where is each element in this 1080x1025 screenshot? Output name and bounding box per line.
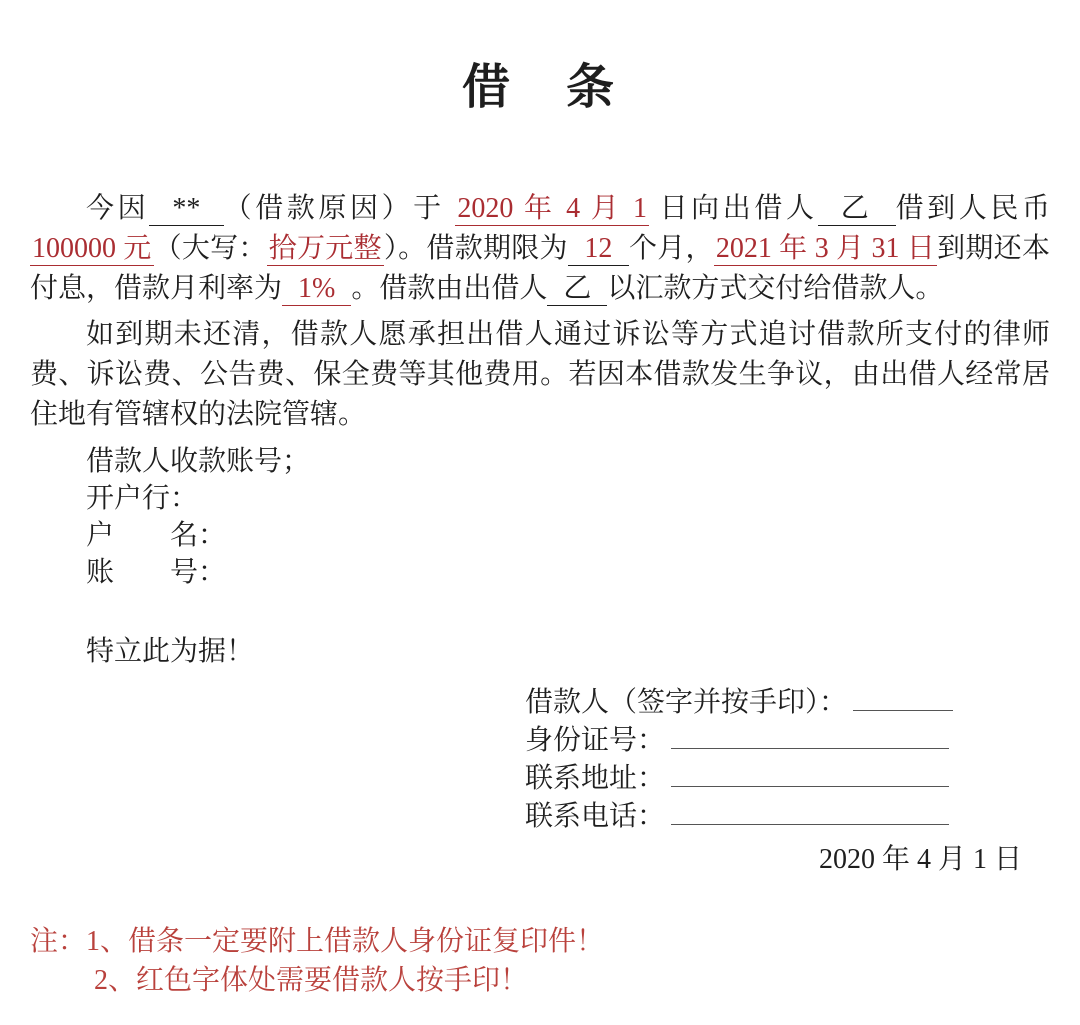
signature-section bbox=[525, 684, 1050, 836]
loan-amount-digits: 100000 元 bbox=[32, 233, 152, 264]
bank-label: 开户行： bbox=[86, 483, 199, 514]
text-run: （大写： bbox=[153, 233, 267, 264]
text-run: （借款原因）于 bbox=[223, 193, 456, 224]
default-clause-paragraph: 如到期未还清，借款人愿承担出借人通过诉讼等方式追讨借款所支付的律师费、诉讼费、公告费、保全费等其他费用。若因本借款发生争议，由出借人经常居住地有管辖权的法院管辖。 bbox=[30, 319, 1050, 430]
loan-terms-paragraph bbox=[30, 189, 1050, 309]
account-info-section bbox=[30, 443, 1050, 591]
footnote-2-text: 2、红色字体处需要借款人按手印！ bbox=[94, 965, 529, 996]
phone-blank bbox=[671, 802, 949, 825]
account-number-label: 账 号： bbox=[86, 557, 227, 588]
text-run: 个月， bbox=[628, 233, 714, 264]
document-title: 借 条 bbox=[461, 61, 618, 114]
loan-amount-words: 拾万元整 bbox=[268, 233, 382, 264]
address-row bbox=[525, 760, 1050, 798]
loan-term-months: 12 bbox=[569, 233, 627, 264]
loan-reason-blank: ** bbox=[151, 193, 222, 224]
footnote-1 bbox=[30, 922, 1050, 961]
footnote-2 bbox=[94, 961, 1050, 1000]
id-number-blank bbox=[671, 726, 949, 749]
text-run: 以汇款方式交付给借款人。 bbox=[607, 273, 944, 304]
footnote-1-text: 1、借条一定要附上借款人身份证复印件！ bbox=[86, 926, 605, 957]
interest-rate: 1% bbox=[284, 273, 350, 304]
lender-name: 乙 bbox=[819, 193, 894, 224]
attestation-line: 特立此为据！ bbox=[86, 636, 255, 667]
signature-blank bbox=[853, 688, 953, 711]
loan-date: 2020 年 4 月 1 bbox=[457, 193, 647, 224]
document-date: 2020 年 4 月 1 日 bbox=[818, 844, 1022, 875]
due-date: 2021 年 3 月 31 日 bbox=[715, 233, 936, 264]
footnotes-section bbox=[30, 922, 1050, 1000]
text-run: 借到人民币 bbox=[895, 193, 1050, 224]
footnote-prefix: 注： bbox=[30, 926, 87, 957]
account-holder-label: 户 名： bbox=[86, 520, 227, 551]
address-blank bbox=[671, 764, 949, 787]
signer-label: 借款人（签字并按手印）： bbox=[525, 687, 848, 718]
signer-row bbox=[525, 684, 1050, 722]
id-number-row bbox=[525, 722, 1050, 760]
text-run: ）。借款期限为 bbox=[383, 233, 568, 264]
address-label: 联系地址： bbox=[525, 763, 666, 794]
text-run: 到期还本付息，借款月利率为 bbox=[30, 233, 1050, 304]
id-number-label: 身份证号： bbox=[525, 725, 666, 756]
phone-row bbox=[525, 798, 1050, 836]
lender-name-2: 乙 bbox=[549, 273, 606, 304]
text-run: 日向出借人 bbox=[648, 193, 818, 224]
text-run: 。借款由出借人 bbox=[351, 273, 548, 304]
account-header: 借款人收款账号； bbox=[86, 446, 311, 477]
text-run: 今因 bbox=[86, 193, 150, 224]
phone-label: 联系电话： bbox=[525, 801, 666, 832]
